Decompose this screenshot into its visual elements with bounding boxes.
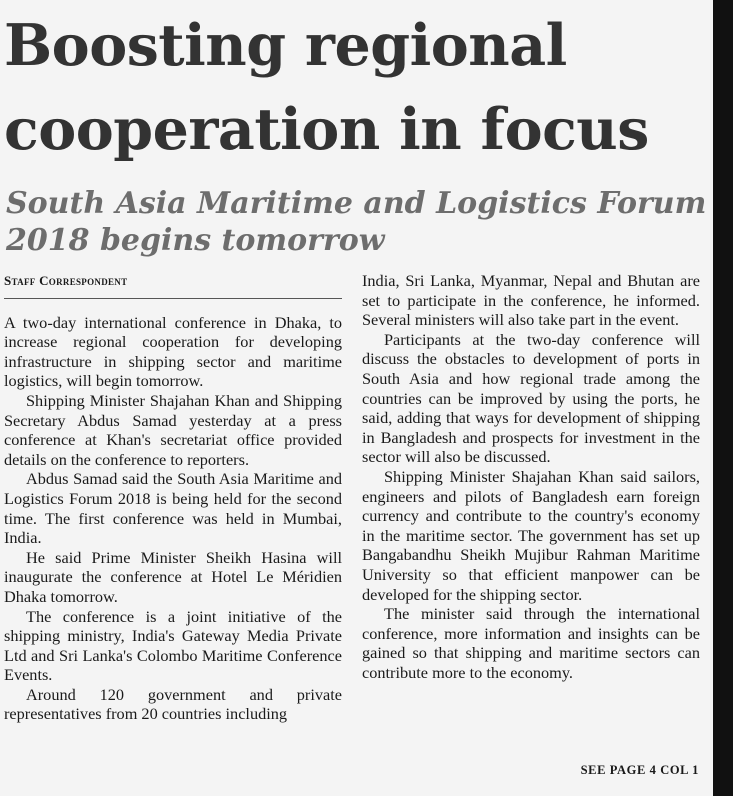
paragraph: Shipping Minister Shajahan Khan said sailors, engineers and pilots of Bangladesh earn foreign currency and contribute to the country's economy in the maritime sector. The government has set up Bangabandhu Sheikh Mujibur Rahman Maritime University so that efficient manpower can be developed for the shipping sector.: [362, 466, 700, 604]
article-column-left: [4, 271, 342, 724]
paragraph: Around 120 government and private representatives from 20 countries including: [4, 684, 342, 724]
article-column-right: [362, 271, 700, 682]
byline: Staff Correspondent: [4, 271, 342, 299]
paragraph: The conference is a joint initiative of the shipping ministry, India's Gateway Media Private Ltd and Sri Lanka's Colombo Maritime Conference Events.: [4, 606, 342, 685]
paragraph: Participants at the two-day conference will discuss the obstacles to development of ports in South Asia and how regional trade among the countries can be improved by using the ports, he said, adding that ways for development of shipping in Bangladesh and prospects for investment in the sector will also be discussed.: [362, 329, 700, 467]
paragraph: A two-day international conference in Dhaka, to increase regional cooperation for developing infrastructure in shipping sector and maritime logistics, will begin tomorrow.: [4, 312, 342, 391]
paragraph: Shipping Minister Shajahan Khan and Shipping Secretary Abdus Samad yesterday at a press conference at Khan's secretariat office provided details on the conference to reporters.: [4, 390, 342, 469]
paragraph: Abdus Samad said the South Asia Maritime and Logistics Forum 2018 is being held for the second time. The first conference was held in Mumbai, India.: [4, 469, 342, 548]
headline: Boosting regional cooperation in focus: [4, 12, 649, 163]
continuation-note: SEE PAGE 4 COL 1: [580, 763, 699, 777]
paragraph: The minister said through the international conference, more information and insights can be gained so that shipping and maritime sectors can contribute more to the economy.: [362, 604, 700, 682]
paragraph: India, Sri Lanka, Myanmar, Nepal and Bhutan are set to participate in the conference, he informed. Several ministers will also take part in the event.: [362, 271, 700, 330]
paragraph: He said Prime Minister Sheikh Hasina will inaugurate the conference at Hotel Le Méridien Dhaka tomorrow.: [4, 547, 342, 606]
scan-edge: [713, 0, 733, 796]
subheadline: South Asia Maritime and Logistics Forum 2018 begins tomorrow: [6, 186, 707, 258]
